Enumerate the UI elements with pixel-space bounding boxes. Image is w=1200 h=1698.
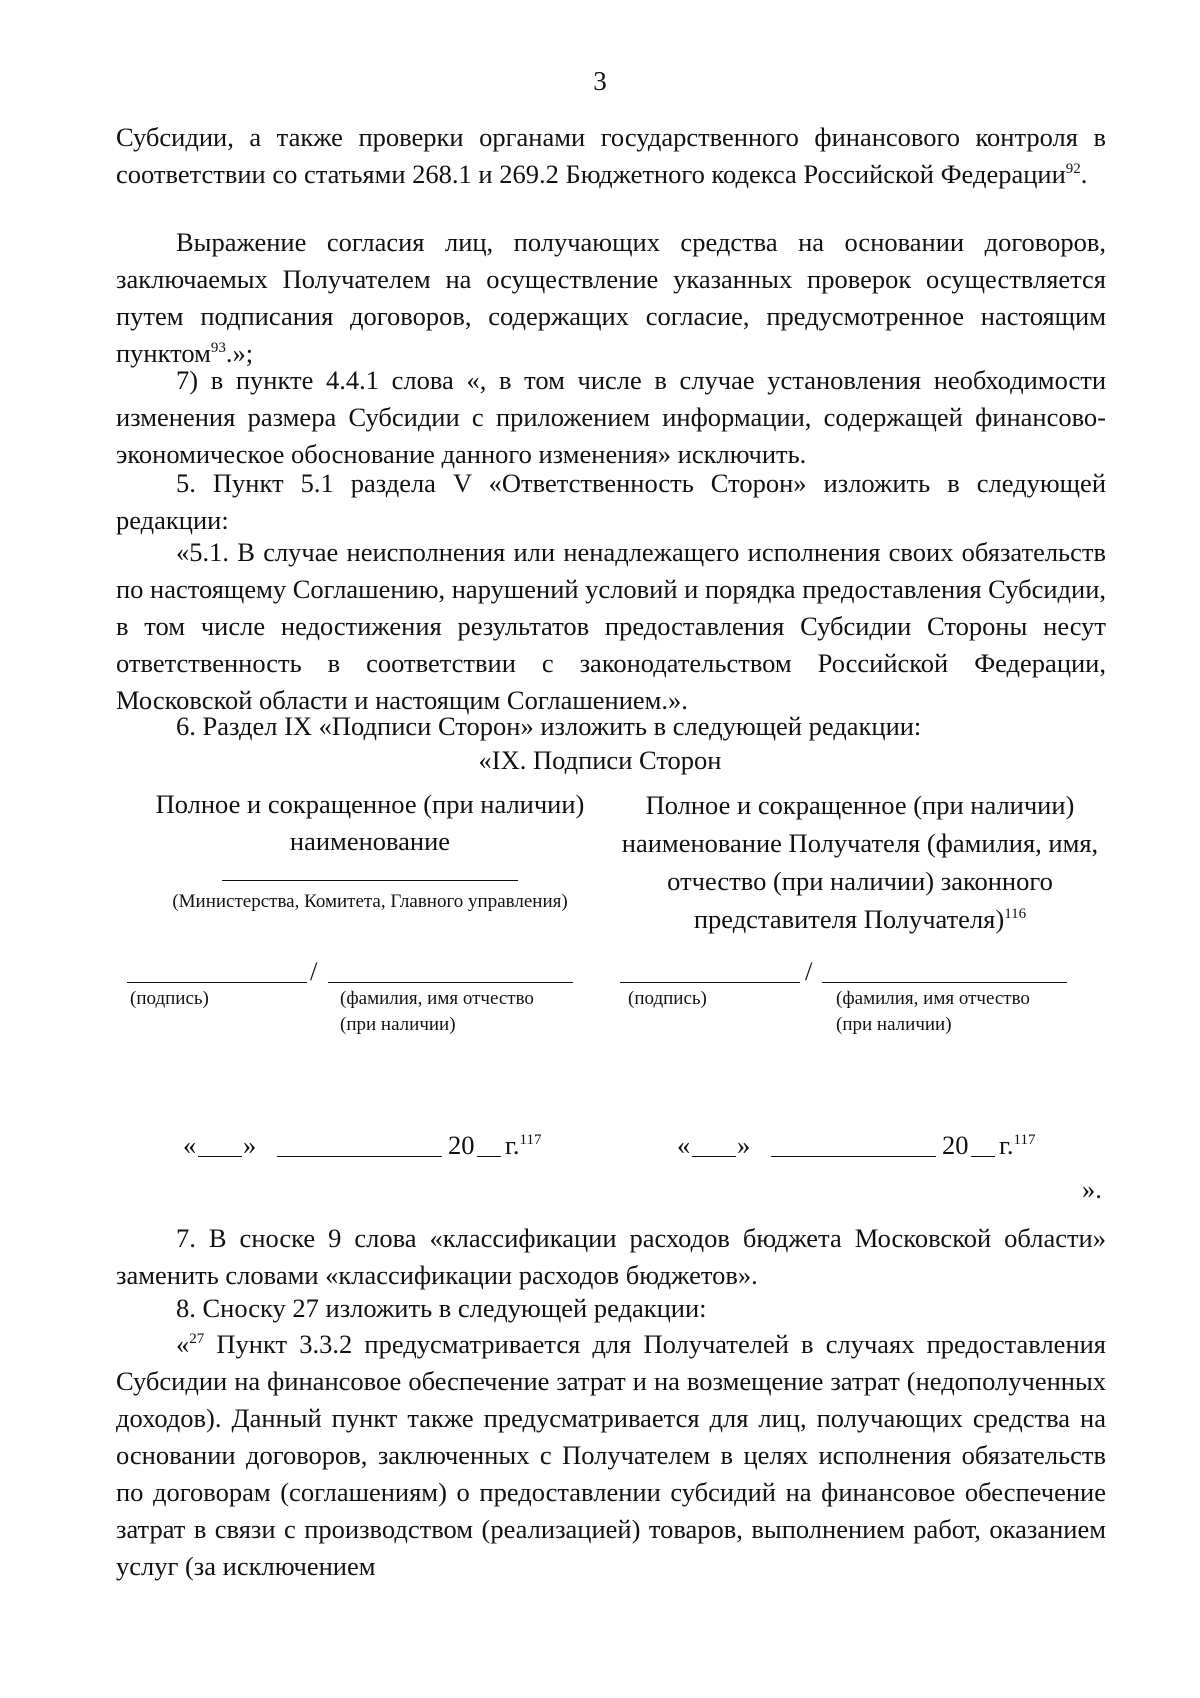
left-date-open-quote: « [183, 1130, 197, 1160]
paragraph-8: 8. Сноску 27 изложить в следующей редакции: [176, 1293, 707, 1323]
left-party-name-line [222, 880, 518, 881]
left-party-title: Полное и сокращенное (при наличии) наименование [155, 789, 585, 856]
right-fullname-line [822, 982, 1067, 983]
footnote-ref-27: 27 [189, 1331, 205, 1347]
right-year-suffix-text: г. [999, 1130, 1014, 1160]
right-date-year-prefix: 20 [942, 1130, 969, 1160]
left-signature-caption: (подпись) [130, 988, 209, 1009]
left-slash: / [310, 956, 318, 986]
right-date-open-quote: « [677, 1130, 691, 1160]
right-date-month-line [771, 1156, 936, 1157]
left-date-month-line [277, 1156, 442, 1157]
paragraph-1-text: Субсидии, а также проверки органами государственного финансового контроля в соответствии со статьями 268.1 и 269.2 Бюджетного кодекса Российской Федерации [116, 122, 1106, 189]
signature-section-closing-quote: ». [1082, 1174, 1102, 1204]
right-party-title-text: Полное и сокращенное (при наличии) наименование Получателя (фамилия, имя, отчество (при наличии) законного представителя Получателя) [621, 790, 1099, 934]
paragraph-9-text: Пункт 3.3.2 предусматривается для Получателей в случаях предоставления Субсидии на финансовое обеспечение затрат и на возмещение затрат (недополученных доходов). Данный пункт также предусматривается для лиц, получающих средства на основании договоров, заключенных с Получателем в целях исполнения обязательств по договорам (соглашениям) о предоставлении субсидий на финансовое обеспечение затрат в связи с производством (реализацией) товаров, выполнением работ, оказанием услуг (за исключением [116, 1329, 1106, 1581]
left-date-close-quote: » [243, 1130, 257, 1160]
right-signature-caption: (подпись) [628, 988, 707, 1009]
left-signature-line [127, 982, 307, 983]
right-date-year-suffix [999, 1130, 1035, 1161]
paragraph-4: 5. Пункт 5.1 раздела V «Ответственность Сторон» изложить в следующей редакции: [116, 468, 1106, 535]
left-name-caption: (фамилия, имя отчество (при наличии) [340, 988, 534, 1035]
paragraph-9 [116, 1326, 1106, 1585]
right-date-year-line [971, 1156, 995, 1157]
footnote-ref-93: 93 [210, 340, 226, 356]
paragraph-1 [116, 119, 1106, 193]
right-date-close-quote: » [737, 1130, 751, 1160]
left-date-year-line [477, 1156, 501, 1157]
paragraph-1-end: . [1080, 159, 1088, 189]
left-date-year-prefix: 20 [448, 1130, 475, 1160]
paragraph-2-text: Выражение согласия лиц, получающих средства на основании договоров, заключаемых Получателем на осуществление указанных проверок осуществляется путем подписания договоров, содержащих согласие, предусмотренное настоящим пунктом [116, 227, 1106, 368]
left-party-caption: (Министерства, Комитета, Главного управления) [172, 891, 568, 912]
paragraph-2-end: .»; [225, 338, 254, 368]
right-party-title [600, 786, 1120, 938]
paragraph-2 [116, 224, 1106, 372]
paragraph-3: 7) в пункте 4.4.1 слова «, в том числе в случае установления необходимости изменения размера Субсидии с приложением информации, содержащей финансово-экономическое обоснование данного изменения» исключить. [116, 365, 1106, 469]
left-date-day-line [198, 1156, 242, 1157]
right-date-day-line [692, 1156, 736, 1157]
signature-section-title: «IX. Подписи Сторон [478, 745, 722, 775]
left-footnote-ref-117: 117 [519, 1132, 542, 1148]
page-number: 3 [593, 66, 607, 96]
footnote-ref-116: 116 [1004, 906, 1027, 922]
left-date-year-suffix [505, 1130, 541, 1161]
right-slash: / [805, 956, 813, 986]
paragraph-5: «5.1. В случае неисполнения или ненадлежащего исполнения своих обязательств по настоящему Соглашению, нарушений условий и порядка предоставления Субсидии, в том числе недостижения результатов предоставления Субсидии Стороны несут ответственность в соответствии с законодательством Российской Федерации, Московской области и настоящим Соглашением.». [116, 537, 1106, 715]
paragraph-6: 6. Раздел IX «Подписи Сторон» изложить в следующей редакции: [176, 711, 922, 741]
paragraph-7: 7. В сноске 9 слова «классификации расходов бюджета Московской области» заменить словами «классификации расходов бюджетов». [116, 1223, 1106, 1290]
right-footnote-ref-117: 117 [1013, 1132, 1036, 1148]
footnote-ref-92: 92 [1065, 161, 1081, 177]
paragraph-9-open-quote: « [176, 1329, 190, 1359]
left-year-suffix-text: г. [505, 1130, 520, 1160]
left-fullname-line [328, 982, 573, 983]
right-name-caption: (фамилия, имя отчество (при наличии) [836, 988, 1030, 1035]
right-signature-line [620, 982, 800, 983]
